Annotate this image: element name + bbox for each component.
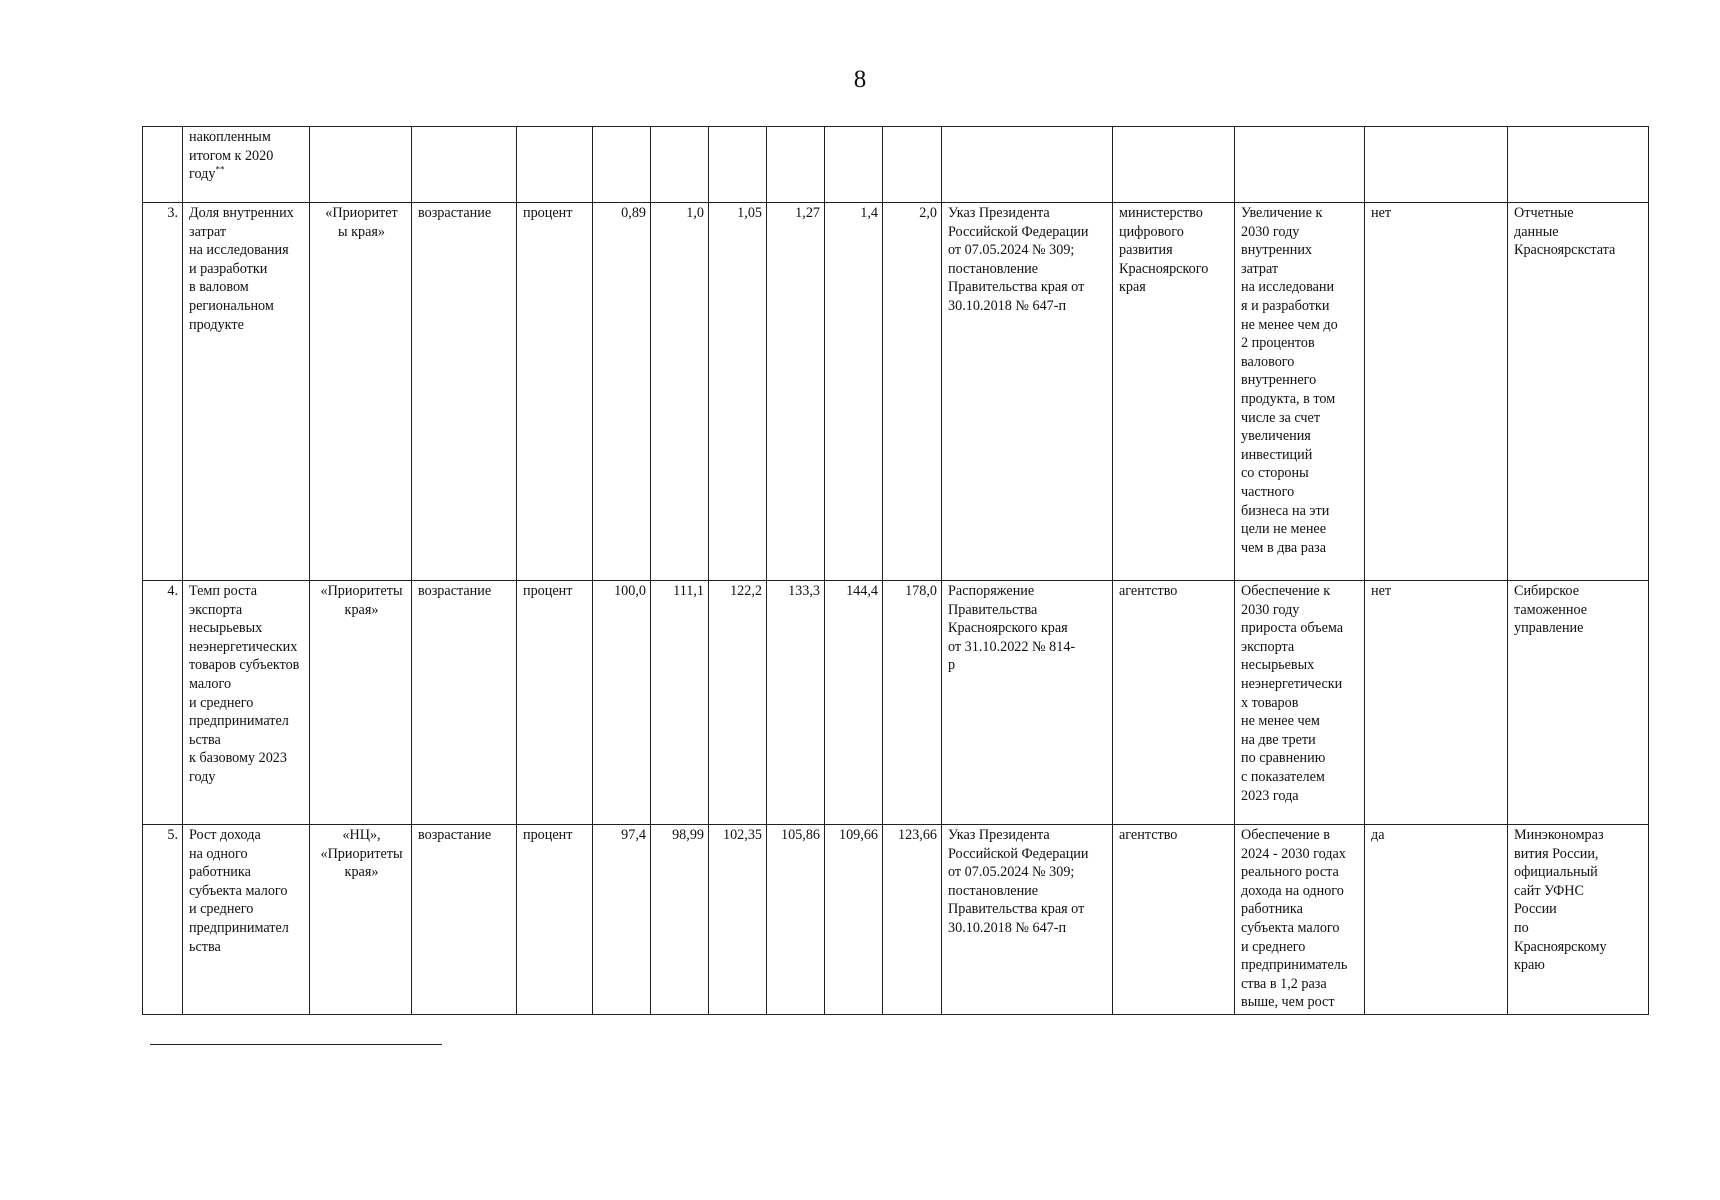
cell-responsible: министерство цифрового развития Красноярского края bbox=[1113, 203, 1235, 581]
cell-value: 1,0 bbox=[651, 203, 709, 581]
cell-flag: нет bbox=[1365, 581, 1508, 825]
cell-empty bbox=[1365, 127, 1508, 203]
cell-name: Темп роста экспорта несырьевых неэнергетических товаров субъектов малого и среднего предпринимател ьства к базовому 2023 году bbox=[183, 581, 310, 825]
cell-num: 3. bbox=[143, 203, 183, 581]
cell-value: 109,66 bbox=[825, 825, 883, 1015]
cell-value: 97,4 bbox=[593, 825, 651, 1015]
cell-value: 100,0 bbox=[593, 581, 651, 825]
cell-empty bbox=[310, 127, 412, 203]
cell-empty bbox=[883, 127, 942, 203]
cell-empty bbox=[709, 127, 767, 203]
cell-direction: возрастание bbox=[412, 203, 517, 581]
cell-value: 98,99 bbox=[651, 825, 709, 1015]
cell-document: Указ Президента Российской Федерации от 07.05.2024 № 309; постановление Правительства края от 30.10.2018 № 647-п bbox=[942, 203, 1113, 581]
cell-value: 178,0 bbox=[883, 581, 942, 825]
cell-empty bbox=[942, 127, 1113, 203]
cell-data-source: Сибирское таможенное управление bbox=[1508, 581, 1649, 825]
cell-document: Распоряжение Правительства Красноярского края от 31.10.2022 № 814- р bbox=[942, 581, 1113, 825]
indicators-table bbox=[142, 126, 1649, 1015]
cell-value: 111,1 bbox=[651, 581, 709, 825]
cell-empty bbox=[767, 127, 825, 203]
cell-responsible: агентство bbox=[1113, 825, 1235, 1015]
cell-empty bbox=[825, 127, 883, 203]
cell-value: 123,66 bbox=[883, 825, 942, 1015]
cell-name: Доля внутренних затрат на исследования и разработки в валовом региональном продукте bbox=[183, 203, 310, 581]
cell-flag: да bbox=[1365, 825, 1508, 1015]
cell-goal: Обеспечение в 2024 - 2030 годах реального роста дохода на одного работника субъекта малого и среднего предприниматель ства в 1,2 раза выше, чем рост bbox=[1235, 825, 1365, 1015]
cell-empty bbox=[651, 127, 709, 203]
footnote-divider bbox=[150, 1044, 442, 1045]
cell-value: 1,05 bbox=[709, 203, 767, 581]
cell-value: 105,86 bbox=[767, 825, 825, 1015]
cell-unit: процент bbox=[517, 825, 593, 1015]
cell-data-source: Отчетные данные Красноярскстата bbox=[1508, 203, 1649, 581]
cell-goal: Увеличение к 2030 году внутренних затрат на исследовани я и разработки не менее чем до 2 процентов валового внутреннего продукта, в том числе за счет увеличения инвестиций со стороны частного бизнеса на эти цели не менее чем в два раза bbox=[1235, 203, 1365, 581]
cell-priority: «Приоритет ы края» bbox=[310, 203, 412, 581]
cell-unit: процент bbox=[517, 203, 593, 581]
table-row bbox=[143, 203, 1649, 581]
cell-direction: возрастание bbox=[412, 825, 517, 1015]
cell-empty bbox=[1113, 127, 1235, 203]
table-row bbox=[143, 581, 1649, 825]
cell-value: 0,89 bbox=[593, 203, 651, 581]
table-row bbox=[143, 825, 1649, 1015]
cell-goal: Обеспечение к 2030 году прироста объема экспорта несырьевых неэнергетически х товаров не менее чем на две трети по сравнению с показателем 2023 года bbox=[1235, 581, 1365, 825]
cell-value: 1,4 bbox=[825, 203, 883, 581]
cell-priority: «Приоритеты края» bbox=[310, 581, 412, 825]
page-number: 8 bbox=[853, 66, 867, 93]
cell-empty bbox=[593, 127, 651, 203]
cell-num: 5. bbox=[143, 825, 183, 1015]
cell-document: Указ Президента Российской Федерации от 07.05.2024 № 309; постановление Правительства края от 30.10.2018 № 647-п bbox=[942, 825, 1113, 1015]
cell-empty bbox=[1508, 127, 1649, 203]
cell-value: 133,3 bbox=[767, 581, 825, 825]
cell-num bbox=[143, 127, 183, 203]
cell-empty bbox=[1235, 127, 1365, 203]
cell-value: 144,4 bbox=[825, 581, 883, 825]
cell-responsible: агентство bbox=[1113, 581, 1235, 825]
cell-value: 1,27 bbox=[767, 203, 825, 581]
cell-num: 4. bbox=[143, 581, 183, 825]
cell-empty bbox=[517, 127, 593, 203]
cell-data-source: Минэкономраз вития России, официальный сайт УФНС России по Красноярскому краю bbox=[1508, 825, 1649, 1015]
cell-name: накопленным итогом к 2020 году** bbox=[183, 127, 310, 203]
cell-empty bbox=[412, 127, 517, 203]
footnote-mark: ** bbox=[215, 164, 225, 175]
cell-direction: возрастание bbox=[412, 581, 517, 825]
cell-value: 102,35 bbox=[709, 825, 767, 1015]
cell-unit: процент bbox=[517, 581, 593, 825]
cell-flag: нет bbox=[1365, 203, 1508, 581]
table-row-continuation bbox=[143, 127, 1649, 203]
cell-priority: «НЦ», «Приоритеты края» bbox=[310, 825, 412, 1015]
cell-value: 2,0 bbox=[883, 203, 942, 581]
cell-name: Рост дохода на одного работника субъекта малого и среднего предпринимател ьства bbox=[183, 825, 310, 1015]
cell-value: 122,2 bbox=[709, 581, 767, 825]
